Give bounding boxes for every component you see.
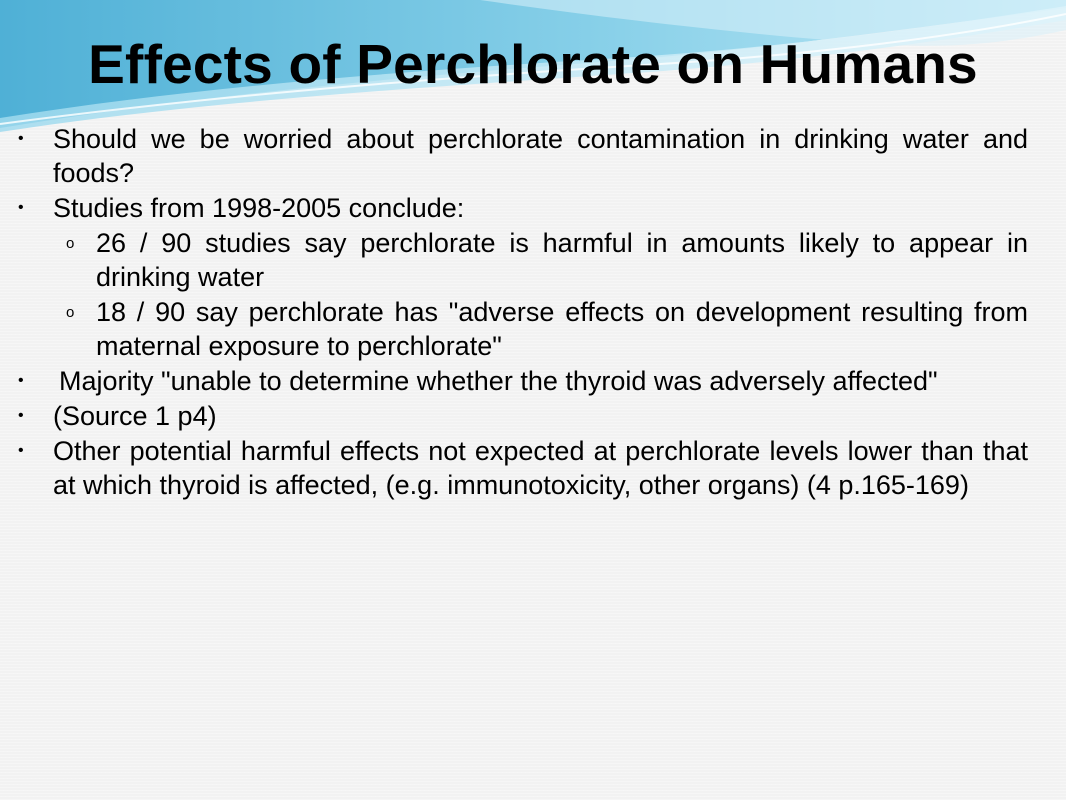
bullet-marker: • (18, 407, 24, 424)
bullet-text: (Source 1 p4) (53, 401, 217, 431)
sub-bullet-text: 26 / 90 studies say perchlorate is harmful in amounts likely to appear in drinking water (96, 228, 1028, 292)
bullet-text: Should we be worried about perchlorate contamination in drinking water and foods? (53, 124, 1028, 188)
sub-bullet-marker: o (66, 304, 75, 321)
sub-bullet-item (18, 295, 1028, 363)
bullet-item (18, 434, 1028, 502)
sub-bullet-marker: o (66, 235, 75, 252)
bullet-marker: • (18, 130, 24, 147)
bullet-item (18, 399, 1028, 433)
bullet-item (18, 191, 1028, 225)
slide-title: Effects of Perchlorate on Humans (88, 33, 978, 95)
bullet-marker: • (18, 442, 24, 459)
bullet-list (18, 122, 1028, 503)
bullet-marker: • (18, 199, 24, 216)
bullet-text: Other potential harmful effects not expected at perchlorate levels lower than that at which thyroid is affected, (e.g. immunotoxicity, other organs) (4 p.165-169) (53, 436, 1028, 500)
sub-bullet-item (18, 226, 1028, 294)
bullet-item (18, 122, 1028, 190)
bullet-text: Majority "unable to determine whether the thyroid was adversely affected" (59, 366, 938, 396)
bullet-marker: • (18, 372, 24, 389)
bullet-item (18, 364, 1028, 398)
sub-bullet-text: 18 / 90 say perchlorate has "adverse effects on development resulting from maternal exposure to perchlorate" (96, 297, 1028, 361)
bullet-text: Studies from 1998-2005 conclude: (53, 193, 465, 223)
